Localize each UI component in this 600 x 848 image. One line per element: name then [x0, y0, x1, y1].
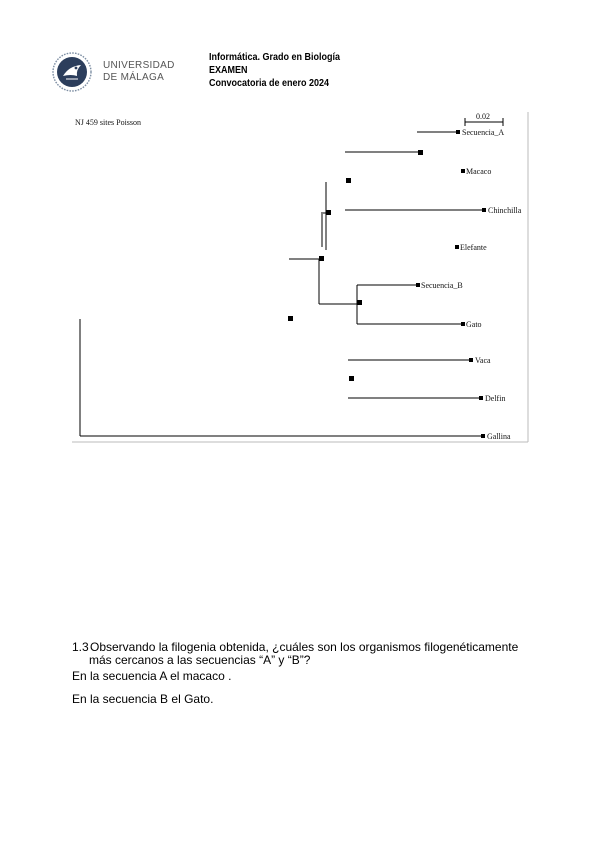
taxon-label: Macaco — [466, 167, 492, 176]
university-name-line1: UNIVERSIDAD — [103, 60, 175, 71]
tree-tip-gato — [461, 320, 482, 329]
question-text-line2: más cercanos a las secuencias “A” y “B”? — [89, 653, 311, 667]
tree-tip-chinchilla — [482, 206, 522, 215]
university-name-line2: DE MÁLAGA — [103, 72, 165, 83]
question-number: 1.3 — [72, 640, 89, 654]
exam-session: Convocatoria de enero 2024 — [209, 78, 330, 89]
phylogenetic-tree-figure — [72, 112, 530, 444]
tree-tip-delfin — [479, 394, 505, 403]
taxon-label: Elefante — [460, 243, 487, 252]
answer-line-2: En la secuencia B el Gato. — [72, 692, 214, 706]
university-seal-logo — [52, 52, 92, 92]
scale-bar — [465, 112, 503, 126]
question-text-line1: Observando la filogenia obtenida, ¿cuáles son los organismos filogenéticamente — [90, 640, 519, 654]
taxon-label: Gallina — [487, 432, 511, 441]
tree-tip-vaca — [469, 356, 491, 365]
exam-label: EXAMEN — [209, 65, 248, 76]
tree-node-markers — [288, 150, 423, 381]
course-title: Informática. Grado en Biología — [209, 52, 341, 63]
scale-bar-label: 0.02 — [476, 112, 490, 121]
taxon-label: Vaca — [475, 356, 491, 365]
tree-tip-gallina — [481, 432, 511, 441]
taxon-label: Gato — [466, 320, 482, 329]
question-1-3 — [72, 641, 542, 667]
tree-tip-secuencia-a — [456, 128, 504, 137]
exam-header — [209, 51, 340, 90]
tree-method-label: NJ 459 sites Poisson — [75, 118, 142, 127]
taxon-label: Chinchilla — [488, 206, 522, 215]
taxon-label: Secuencia_B — [421, 281, 463, 290]
university-name — [103, 60, 175, 84]
tree-tip-macaco — [461, 167, 491, 176]
tree-tip-secuencia-b — [416, 281, 463, 290]
taxon-label: Secuencia_A — [462, 128, 505, 137]
answer-line-1: En la secuencia A el macaco . — [72, 669, 232, 683]
taxon-label: Delfin — [485, 394, 506, 403]
tree-tip-elefante — [455, 243, 487, 252]
